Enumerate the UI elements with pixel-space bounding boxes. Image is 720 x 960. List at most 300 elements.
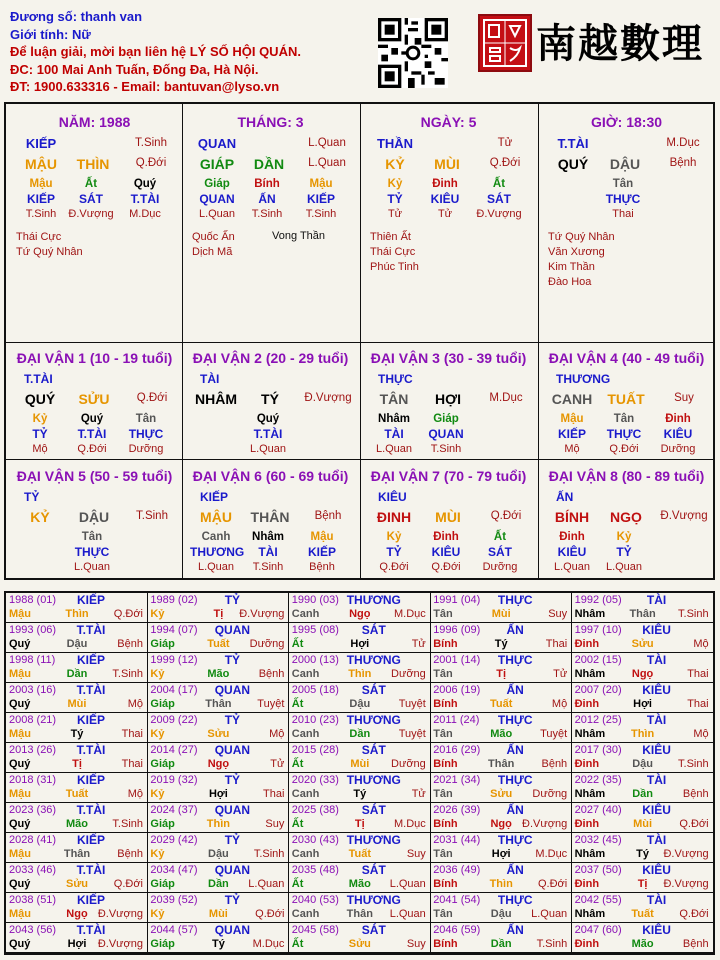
year-life: Mộ [127,788,143,800]
year-branch: Mùi [208,908,228,920]
year-god: THỰC [497,713,533,727]
year-stem: Bính [433,638,458,650]
annual-grid [4,591,715,955]
owner-gender: Giới tính: Nữ [10,26,91,42]
year-cell [430,803,572,833]
dv-hidden-life: L.Quan [553,561,591,573]
year-life: L.Quan [389,908,426,920]
year-life: M.Dục [252,938,285,950]
year-stem: Đinh [574,638,600,650]
year-god: KIẾP [76,653,105,667]
dv-hidden-life: T.Sinh [252,561,284,573]
year-label: 2017 (30) [574,744,622,756]
year-life: Q.Đới [113,878,143,890]
year-cell [572,833,714,863]
year-cell [147,593,289,623]
year-stem: Quý [9,698,31,710]
year-branch: Hợi [67,938,87,950]
dv-hidden-god: TỶ [32,427,48,441]
dv-hidden-god: TÀI [384,427,404,441]
year-label: 1990 (03) [291,594,339,606]
dai-van-title: ĐẠI VẬN 4 (40 - 49 tuổi) [548,350,705,366]
year-cell [572,623,714,653]
star-item: Quốc Ấn [192,231,235,243]
year-stem: Ất [291,698,304,710]
year-cell [430,623,572,653]
year-label: 2008 (21) [9,714,57,726]
star-item: Thái Cực [16,231,62,243]
dai-van-life: T.Sinh [136,510,168,522]
year-life: Dưỡng [391,758,426,770]
star-item: Kim Thần [548,261,595,273]
year-god: KIÊU [642,683,671,697]
year-life: Bệnh [258,668,285,680]
year-god: SÁT [361,623,386,637]
year-label: 2043 (56) [9,924,57,936]
year-life: L.Quan [248,878,285,890]
dai-van-god: TỶ [24,490,40,504]
dv-hidden-stem: Tân [135,413,157,425]
year-label: 2026 (39) [433,804,481,816]
year-label: 2002 (15) [574,654,622,666]
year-life: T.Sinh [112,668,143,680]
year-stem: Giáp [150,698,175,710]
year-stem: Giáp [150,818,175,830]
year-label: 1993 (06) [9,624,57,636]
hidden-stem: Mậu [29,178,53,190]
year-branch: Dần [66,668,88,680]
year-stem: Ất [291,638,304,650]
year-god: TỶ [224,593,241,607]
year-label: 2046 (59) [433,924,481,936]
year-cell [147,863,289,893]
dai-van-title: ĐẠI VẬN 5 (50 - 59 tuổi) [16,468,173,484]
pillar-branch-life: Q.Đới [489,157,521,169]
year-cell [430,683,572,713]
year-god: T.TÀI [76,743,106,757]
pillar-cell [6,106,183,340]
dv-hidden-life: L.Quan [73,561,111,573]
dai-van-cell [360,344,537,458]
year-label: 2042 (55) [574,894,622,906]
hidden-stem: Mậu [309,178,333,190]
dai-van-life: Q.Đới [136,392,168,404]
hidden-god: KIẾP [306,192,335,206]
year-cell [289,863,431,893]
phone-email-line: ĐT: 1900.633316 - Email: bantuvan@lyso.vn [10,79,280,94]
year-god: KIÊU [642,623,671,637]
year-label: 1994 (07) [150,624,198,636]
year-branch: Thìn [348,668,372,680]
year-god: TÀI [646,833,667,847]
dv-hidden-stem: Kỷ [386,531,402,543]
year-god: T.TÀI [76,863,106,877]
year-cell [6,803,148,833]
pillar-title: NĂM: 1988 [58,114,131,130]
pillar-branch: THÌN [76,156,110,172]
year-branch: Dần [490,938,512,950]
dai-van-branch: TÝ [261,391,279,407]
year-cell [6,653,148,683]
pillar-stem-life: T.Sinh [135,137,167,149]
owner-info [10,8,301,96]
year-label: 2035 (48) [291,864,339,876]
year-label: 2000 (13) [291,654,339,666]
year-god: THỰC [497,833,533,847]
year-life: Đ.Vượng [97,938,143,950]
year-label: 2024 (37) [150,804,198,816]
year-stem: Canh [291,668,320,680]
year-stem: Bính [433,818,458,830]
dai-van-title: ĐẠI VẬN 7 (70 - 79 tuổi) [370,468,527,484]
year-branch: Sửu [631,638,654,650]
year-label: 2003 (16) [9,684,57,696]
dai-van-title: ĐẠI VẬN 6 (60 - 69 tuổi) [192,468,349,484]
year-label: 1988 (01) [9,594,57,606]
year-branch: Sửu [207,728,230,740]
year-label: 2041 (54) [433,894,481,906]
year-cell [289,923,431,953]
pillar-stem-god: T.TÀI [557,136,589,151]
year-stem: Kỷ [150,668,165,680]
contact-line: Để luận giải, mời bạn liên hệ LÝ SỐ HỘI QUÁN. [10,44,301,59]
year-god: THƯƠNG [346,593,401,607]
year-branch: Tuất [348,848,371,860]
year-god: QUAN [214,683,251,697]
hidden-life: T.Sinh [25,208,57,220]
dv-hidden-stem: Canh [201,531,231,543]
year-god: TỶ [224,713,241,727]
year-branch: Tuất [207,638,230,650]
year-god: ẤN [506,623,524,637]
year-stem: Quý [9,878,31,890]
year-label: 2007 (20) [574,684,622,696]
pillar-stem: GIÁP [199,156,235,172]
year-branch: Ngọ [349,608,371,620]
year-life: Mộ [551,698,568,710]
year-stem: Quý [9,758,31,770]
hidden-god: T.TÀI [130,192,160,206]
hidden-god: SÁT [487,192,511,206]
dai-van-life: Bệnh [314,510,342,522]
dv-hidden-god: TỶ [386,545,402,559]
year-label: 1989 (02) [150,594,198,606]
year-branch: Tuất [65,788,89,800]
year-stem: Ất [291,758,304,770]
dai-van-stem: NHÂM [195,391,237,407]
year-god: KIẾP [76,833,105,847]
hidden-stem: Tân [612,178,634,190]
star-item: Tứ Quý Nhân [16,246,83,258]
hidden-stem: Đinh [432,178,458,190]
year-branch: Thìn [65,608,89,620]
dv-hidden-stem: Đinh [559,531,585,543]
year-label: 2020 (33) [291,774,339,786]
owner-name: Đương số: thanh van [10,9,143,24]
dv-hidden-life: Bệnh [309,561,335,573]
year-god: THỰC [497,893,533,907]
year-branch: Tý [211,938,225,950]
year-life: T.Sinh [253,848,285,860]
year-label: 2013 (26) [9,744,57,756]
year-branch: Tị [72,758,82,770]
year-label: 2025 (38) [291,804,339,816]
year-cell [289,593,431,623]
year-label: 2027 (40) [574,804,622,816]
hidden-life: Tử [437,208,453,220]
year-cell [147,803,289,833]
year-cell [147,623,289,653]
year-branch: Thân [629,608,656,620]
year-stem: Kỷ [150,728,165,740]
year-life: Thai [121,728,143,740]
dv-hidden-god: TÀI [258,545,278,559]
star-item: Tứ Quý Nhân [548,231,615,243]
year-god: TỶ [224,833,241,847]
year-life: T.Sinh [678,608,709,620]
pillar-stem-life: L.Quan [308,137,346,149]
pillar-stem-god: QUAN [197,136,237,151]
year-god: T.TÀI [76,623,106,637]
year-label: 1998 (11) [9,654,56,666]
seal-mark-icon [480,16,530,70]
year-life: Suy [406,938,426,950]
dai-van-cell [182,344,359,458]
year-branch: Sửu [348,938,371,950]
hidden-god: TỶ [387,192,403,206]
year-stem: Mậu [9,908,31,920]
year-life: Bệnh [682,938,709,950]
dv-hidden-stem: Nhâm [378,413,410,425]
year-god: THƯƠNG [346,893,401,907]
star-item: Thái Cực [370,246,416,258]
year-label: 2028 (41) [9,834,57,846]
year-branch: Thìn [489,878,513,890]
year-cell [6,923,148,953]
year-branch: Tị [496,668,507,680]
year-cell [572,713,714,743]
dv-hidden-god: KIÊU [431,545,461,559]
year-god: TÀI [646,713,667,727]
year-life: Mộ [127,698,143,710]
dv-hidden-god: SÁT [488,545,512,559]
year-cell [572,803,714,833]
year-god: ẤN [506,743,524,757]
year-god: TỶ [224,773,241,787]
year-cell [6,683,148,713]
dai-van-life: Đ.Vượng [304,392,352,404]
year-branch: Dần [349,728,371,740]
pillar-title: GIỜ: 18:30 [590,114,663,130]
year-life: Mộ [693,638,709,650]
year-cell [289,833,431,863]
hidden-life: L.Quan [198,208,236,220]
year-label: 2004 (17) [150,684,198,696]
year-stem: Nhâm [574,908,606,920]
year-god: SÁT [361,923,386,937]
year-god: TÀI [646,893,667,907]
dv-hidden-stem: Đinh [665,413,691,425]
year-branch: Sửu [490,788,513,800]
year-stem: Đinh [574,878,600,890]
dv-hidden-stem: Nhâm [252,531,284,543]
year-branch: Thân [488,758,515,770]
year-branch: Mùi [491,608,511,620]
year-cell [572,893,714,923]
year-god: QUAN [214,923,251,937]
year-branch: Hợi [491,848,511,860]
year-stem: Mậu [9,848,31,860]
year-stem: Đinh [574,698,600,710]
pillar-branch: DẬU [609,156,641,172]
year-branch: Tuất [631,908,654,920]
dv-hidden-stem: Kỷ [32,413,48,425]
year-label: 2016 (29) [433,744,481,756]
year-stem: Đinh [574,938,600,950]
dai-van-god: T.TÀI [24,372,53,386]
year-god: KIẾP [76,773,105,787]
year-cell [147,773,289,803]
pillar-stem-god: THẦN [376,136,414,151]
pillar-stars [192,230,235,260]
year-label: 2034 (47) [150,864,198,876]
year-god: SÁT [361,743,386,757]
dv-hidden-god: KIÊU [557,545,587,559]
dv-hidden-stem: Ất [493,531,507,543]
year-stem: Giáp [150,938,175,950]
year-life: Mộ [269,728,285,740]
year-label: 1999 (12) [150,654,198,666]
year-cell [430,653,572,683]
year-life: Suy [548,608,568,620]
year-stem: Giáp [150,878,175,890]
year-branch: Thân [205,698,232,710]
year-life: Q.Đới [113,608,143,620]
year-life: Đ.Vượng [663,848,709,860]
year-label: 2010 (23) [291,714,339,726]
year-cell [572,593,714,623]
dai-van-cell [360,462,537,576]
year-cell [6,863,148,893]
year-stem: Giáp [150,758,175,770]
year-god: QUAN [214,743,251,757]
dai-van-title: ĐẠI VẬN 2 (20 - 29 tuổi) [192,350,349,366]
year-cell [6,773,148,803]
year-label: 2044 (57) [150,924,198,936]
year-branch: Tý [70,728,84,740]
year-stem: Quý [9,638,31,650]
pillar-branch: DẦN [253,156,285,172]
pillar-stars [370,230,419,275]
year-god: T.TÀI [76,683,106,697]
year-life: Tuyệt [257,698,285,710]
year-life: Suy [406,848,426,860]
year-stem: Đinh [574,818,600,830]
year-stem: Ất [291,938,304,950]
dai-van-branch: MÙI [435,509,461,525]
year-life: M.Dục [394,608,426,620]
year-label: 2039 (52) [150,894,198,906]
year-branch: Thìn [206,818,230,830]
hidden-life: M.Dục [129,208,161,220]
year-cell [289,893,431,923]
star-item: Phúc Tinh [370,261,419,273]
year-god: QUAN [214,803,251,817]
year-stem: Canh [291,728,320,740]
hidden-stem: Kỷ [387,178,403,190]
year-cell [147,743,289,773]
year-label: 2033 (46) [9,864,57,876]
year-cell [147,833,289,863]
hidden-stem: Ất [492,178,506,190]
year-branch: Thân [346,908,373,920]
year-label: 2019 (32) [150,774,198,786]
year-life: Dưỡng [391,668,426,680]
dv-hidden-stem: Kỷ [616,531,632,543]
dai-van-god: THƯƠNG [556,372,611,386]
year-stem: Kỷ [150,848,165,860]
year-label: 1992 (05) [574,594,622,606]
year-branch: Dậu [632,758,653,770]
year-god: THỰC [497,773,533,787]
red-seal-stamp [478,14,532,72]
year-stem: Nhâm [574,668,606,680]
year-god: SÁT [361,803,386,817]
year-branch: Tị [354,818,365,830]
year-label: 2022 (35) [574,774,622,786]
year-life: Q.Đới [255,908,285,920]
year-life: Suy [265,818,285,830]
pillar-branch-life: Bệnh [669,157,697,169]
year-life: Dưỡng [249,638,285,650]
pillar-stars [16,230,83,260]
year-label: 2012 (25) [574,714,622,726]
pillar-branch-life: Q.Đới [135,157,167,169]
dai-van-cell [6,344,183,458]
year-branch: Tị [213,608,224,620]
year-cell [430,893,572,923]
year-cell [430,743,572,773]
year-cell [6,893,148,923]
year-god: THƯƠNG [346,653,401,667]
year-life: Thai [262,788,285,800]
year-god: KIẾP [76,593,105,607]
dv-hidden-stem: Tân [613,413,635,425]
year-label: 2021 (34) [433,774,481,786]
year-branch: Mão [348,878,371,890]
year-god: QUAN [214,863,251,877]
year-cell [430,593,572,623]
dai-van-cell [6,462,183,576]
year-label: 2031 (44) [433,834,481,846]
dv-hidden-life: L.Quan [375,443,413,455]
year-label: 2045 (58) [291,924,339,936]
year-label: 1991 (04) [433,594,481,606]
dai-van-branch: DẬU [78,509,110,525]
star-item: Dịch Mã [192,246,233,258]
year-branch: Tý [353,788,367,800]
dv-hidden-life: Dưỡng [128,443,164,455]
year-branch: Dậu [490,908,512,920]
hidden-life: Đ.Vượng [476,208,522,220]
dv-hidden-stem: Mậu [310,531,334,543]
dv-hidden-god: TỶ [616,545,632,559]
pillar-branch: MÙI [434,156,460,172]
year-cell [6,743,148,773]
year-life: T.Sinh [112,818,143,830]
hidden-stem: Ất [84,178,98,190]
hidden-god: QUAN [199,192,235,206]
